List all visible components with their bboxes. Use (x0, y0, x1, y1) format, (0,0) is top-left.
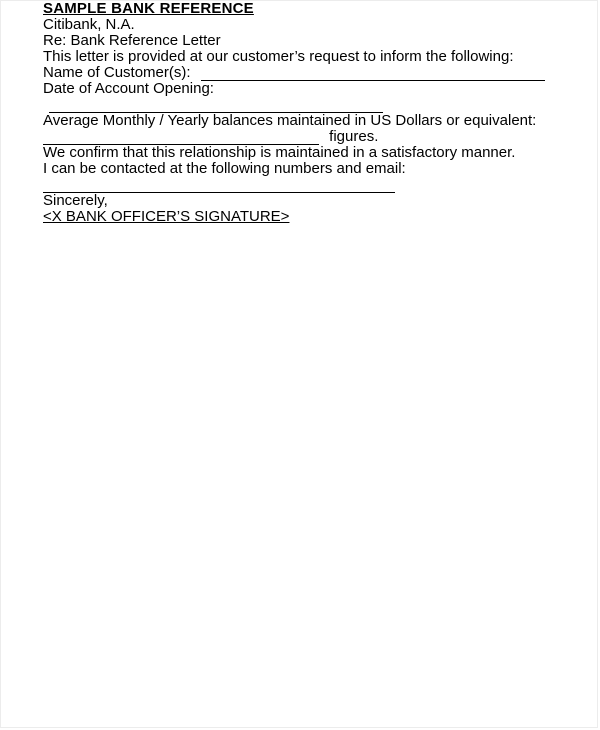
figures-row (43, 129, 549, 145)
confirmation-line: We confirm that this relationship is maintained in a satisfactory manner. (43, 144, 516, 161)
closing-line: Sincerely, (43, 192, 108, 209)
customer-name-blank (201, 66, 545, 81)
contact-blank (43, 178, 395, 193)
figures-suffix: figures. (329, 128, 379, 145)
account-opening-blank (49, 98, 383, 113)
intro-line: This letter is provided at our customer’s request to inform the following: (43, 48, 514, 65)
account-opening-label: Date of Account Opening: (43, 80, 214, 97)
contact-line: I can be contacted at the following numbers and email: (43, 160, 406, 177)
account-opening-row (43, 81, 549, 113)
bank-name: Citibank, N.A. (43, 16, 135, 33)
customer-name-label: Name of Customer(s): (43, 64, 191, 81)
contact-blank-row (43, 177, 549, 193)
document-title: SAMPLE BANK REFERENCE (43, 0, 254, 17)
subject-line: Re: Bank Reference Letter (43, 32, 221, 49)
signature-placeholder: <X BANK OFFICER’S SIGNATURE> (43, 208, 290, 225)
balances-blank (43, 130, 319, 145)
customer-name-row (43, 65, 549, 81)
balances-line: Average Monthly / Yearly balances maintained in US Dollars or equivalent: (43, 112, 537, 129)
